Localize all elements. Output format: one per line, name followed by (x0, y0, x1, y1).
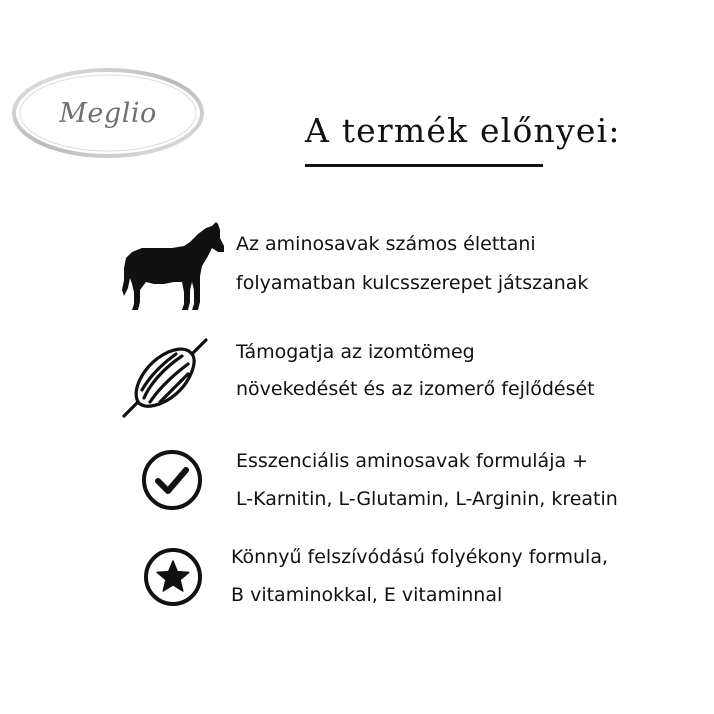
feature-2-line-2: növekedését és az izomerő fejlődését (236, 378, 595, 400)
brand-logo (10, 66, 206, 160)
feature-2-line-1: Támogatja az izomtömeg (236, 341, 475, 363)
check-circle-icon (140, 448, 204, 512)
feature-1-line-2: folyamatban kulcsszerepet játszanak (236, 272, 589, 294)
title-underline (305, 164, 543, 167)
feature-3-line-2: L-Karnitin, L-Glutamin, L-Arginin, kreatin (236, 488, 618, 510)
feature-4-line-1: Könnyű felszívódású folyékony formula, (231, 546, 609, 568)
muscle-icon (120, 336, 210, 420)
horse-icon (120, 218, 226, 314)
feature-3-line-1: Esszenciális aminosavak formulája + (236, 450, 589, 472)
feature-1-line-1: Az aminosavak számos élettani (236, 233, 536, 255)
feature-4-line-2: B vitaminokkal, E vitaminnal (231, 584, 503, 606)
logo-text: Meglio (59, 97, 157, 129)
page-title: A termék előnyei: (305, 111, 621, 150)
star-circle-icon (142, 546, 204, 608)
